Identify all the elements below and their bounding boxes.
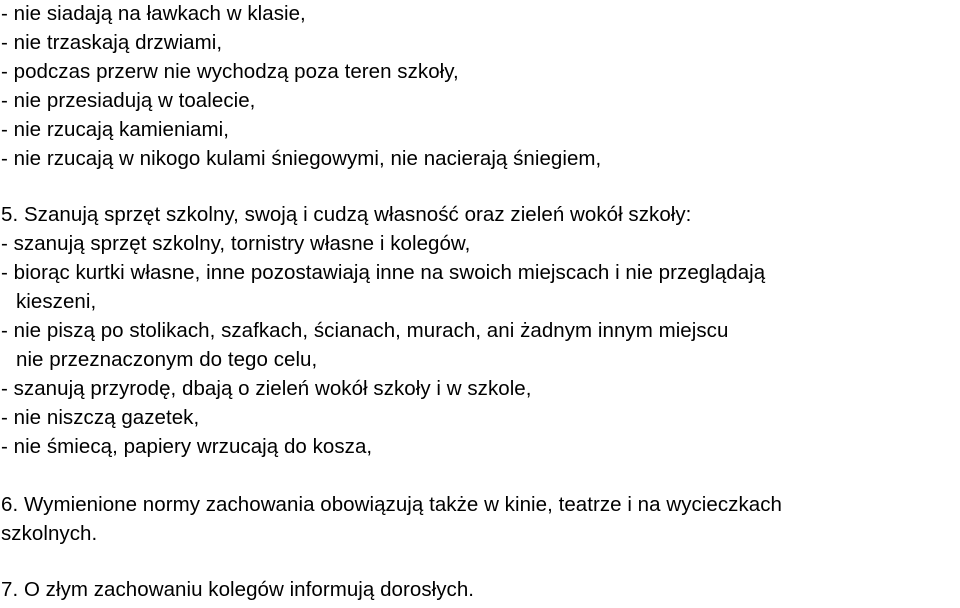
section-5-heading: 5. Szanują sprzęt szkolny, swoją i cudzą własność oraz zieleń wokół szkoły: [1,203,692,226]
list-item: - nie piszą po stolikach, szafkach, ścianach, murach, ani żadnym innym miejscu [1,319,729,342]
list-item: - biorąc kurtki własne, inne pozostawiają inne na swoich miejscach i nie przeglądają [1,261,766,284]
list-item: - nie niszczą gazetek, [1,406,200,429]
section-6-line-2: szkolnych. [1,522,98,545]
section-7-line-1: 7. O złym zachowaniu kolegów informują dorosłych. [1,578,475,601]
list-item: - szanują przyrodę, dbają o zieleń wokół szkoły i w szkole, [1,377,532,400]
list-item: - nie śmiecą, papiery wrzucają do kosza, [1,435,373,458]
list-item: - podczas przerw nie wychodzą poza teren szkoły, [1,60,459,83]
list-item-continuation: kieszeni, [16,290,97,313]
list-item: - nie rzucają kamieniami, [1,118,229,141]
section-6-line-1: 6. Wymienione normy zachowania obowiązują także w kinie, teatrze i na wycieczkach [1,493,782,516]
list-item-continuation: nie przeznaczonym do tego celu, [16,348,318,371]
list-item: - nie przesiadują w toalecie, [1,89,256,112]
list-item: - nie rzucają w nikogo kulami śniegowymi, nie nacierają śniegiem, [1,147,602,170]
list-item: - nie siadają na ławkach w klasie, [1,2,306,25]
list-item: - nie trzaskają drzwiami, [1,31,223,54]
list-item: - szanują sprzęt szkolny, tornistry własne i kolegów, [1,232,471,255]
